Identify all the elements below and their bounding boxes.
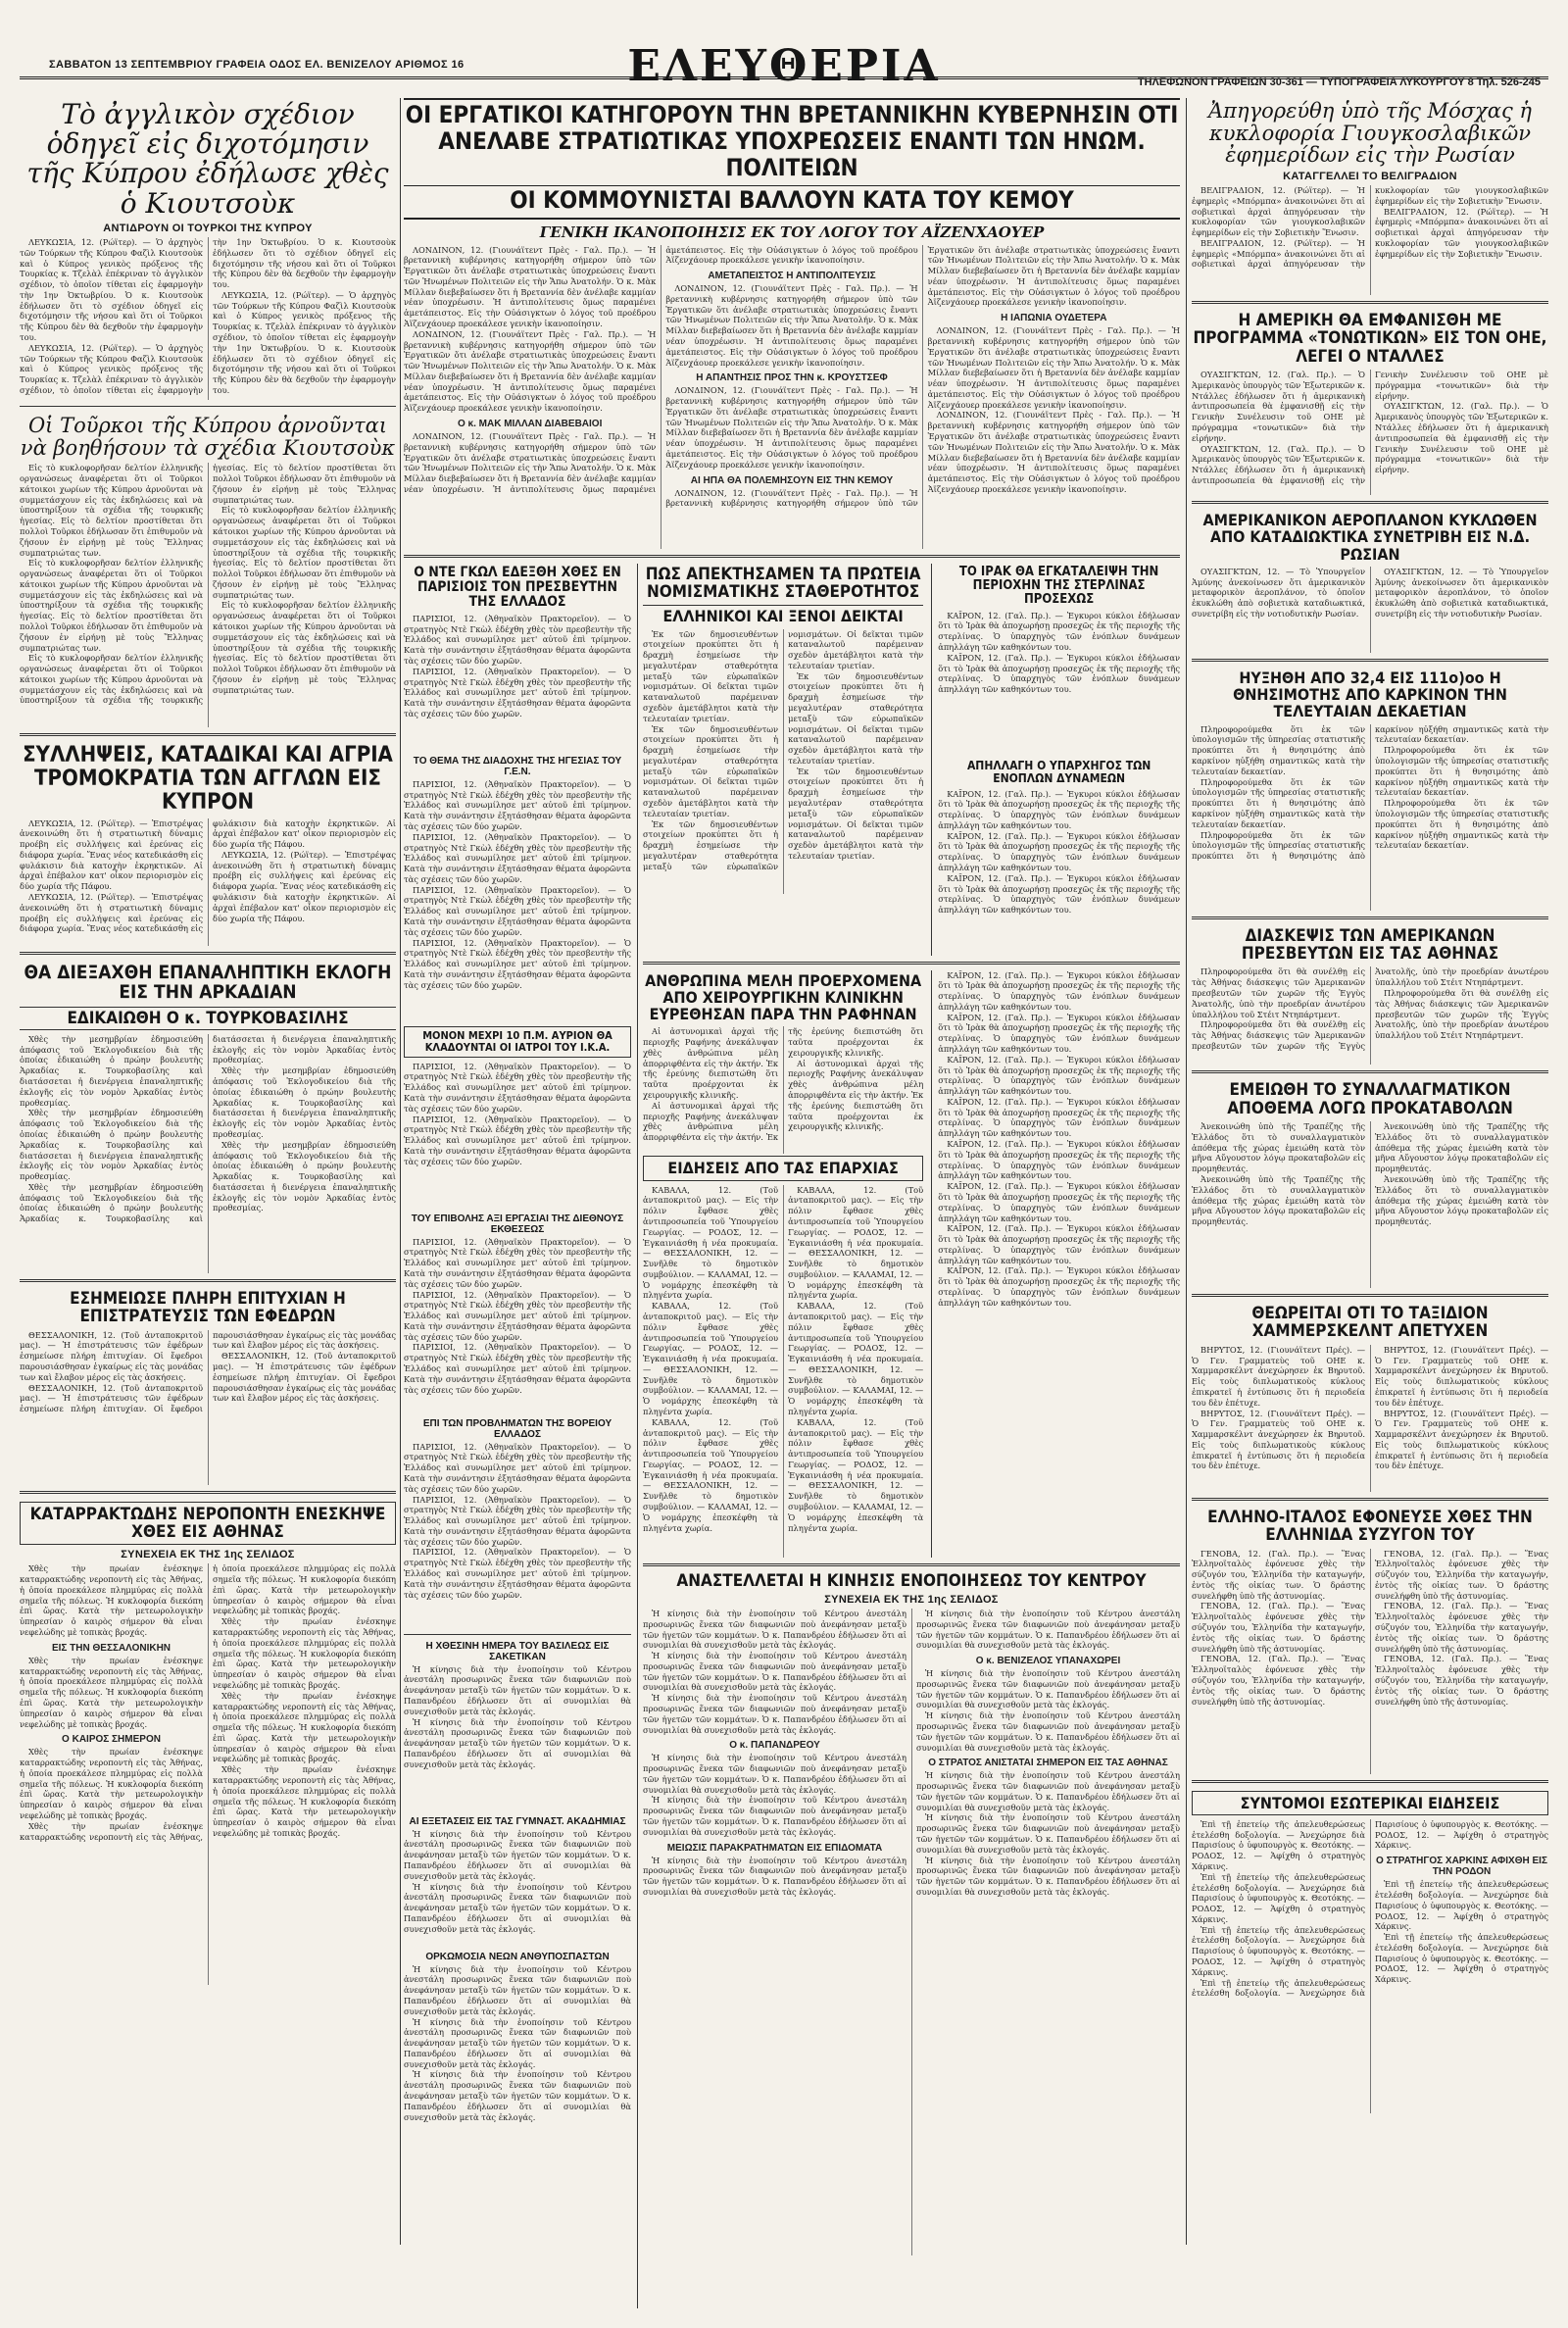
article-body: ΒΗΡΥΤΟΣ, 12. (Γιουνάϊτεντ Πρές). — Ὁ Γεν. Γραμματεὺς τοῦ ΟΗΕ κ. Χαμμαρσκέλντ ἀνεχώρησεν ἐκ Βηρυτοῦ. Εἰς τοὺς διπλωματικοὺς κύκλους ἐπικρατεῖ ἡ ἐντύπωσις ὅτι ἡ περιοδεία του δὲν ἐπέτυχε. ΒΗΡΥΤΟΣ, 12. (Γιουνάϊτεντ Πρές). — Ὁ Γεν. Γραμματεὺς τοῦ ΟΗΕ κ. Χαμμαρσκέλντ ἀνεχώρησεν ἐκ Βηρυτοῦ. Εἰς τοὺς διπλωματικοὺς κύκλους ἐπικρατεῖ ἡ ἐντύπωσις ὅτι ἡ περιοδεία του δὲν ἐπέτυχε. ΒΗΡΥΤΟΣ, 12. (Γιουνάϊτεντ Πρές). — Ὁ Γεν. Γραμματεὺς τοῦ ΟΗΕ κ. Χαμμαρσκέλντ ἀνεχώρησεν ἐκ Βηρυτοῦ. Εἰς τοὺς διπλωματικοὺς κύκλους ἐπικρατεῖ ἡ ἐντύπωσις ὅτι ἡ περιοδεία του δὲν ἐπέτυχε. ΒΗΡΥΤΟΣ, 12. (Γιουνάϊτεντ Πρές). — Ὁ Γεν. Γραμματεὺς τοῦ ΟΗΕ κ. Χαμμαρσκέλντ ἀνεχώρησεν ἐκ Βηρυτοῦ. Εἰς τοὺς διπλωματικοὺς κύκλους ἐπικρατεῖ ἡ ἐντύπωσις ὅτι ἡ περιοδεία του δὲν ἐπέτυχε. — [1192, 1344, 1548, 1471]
article-domestic-briefs — [1192, 1789, 1548, 2113]
masthead-date-address: ΣΑΒΒΑΤΟΝ 13 ΣΕΠΤΕΜΒΡΙΟΥ ΓΡΑΦΕΙΑ ΟΔΟΣ ΕΛ. ΒΕΝΙΖΕΛΟΥ ΑΡΙΘΜΟΣ 16 — [49, 59, 465, 71]
iraq-continued — [931, 970, 1180, 1558]
article-body: ΠΑΡΙΣΙΟΙ, 12. (Ἀθηναϊκὸν Πρακτορεῖον). — Ὁ στρατηγὸς Ντὲ Γκὼλ ἐδέχθη χθὲς τὸν πρεσβευτὴν τῆς Ἑλλάδος καὶ συνωμίλησε μετ' αὐτοῦ ἐπὶ τρίμηνον. Κατὰ τὴν συνάντησιν ἐξητάσθησαν θέματα ἀφορῶντα τὰς σχέσεις τῶν δύο χωρῶν. ΠΑΡΙΣΙΟΙ, 12. (Ἀθηναϊκὸν Πρακτορεῖον). — Ὁ στρατηγὸς Ντὲ Γκὼλ ἐδέχθη χθὲς τὸν πρεσβευτὴν τῆς Ἑλλάδος καὶ συνωμίλησε μετ' αὐτοῦ ἐπὶ τρίμηνον. Κατὰ τὴν συνάντησιν ἐξητάσθησαν θέματα ἀφορῶντα τὰς σχέσεις τῶν δύο χωρῶν. ΠΑΡΙΣΙΟΙ, 12. (Ἀθηναϊκὸν Πρακτορεῖον). — Ὁ στρατηγὸς Ντὲ Γκὼλ ἐδέχθη χθὲς τὸν πρεσβευτὴν τῆς Ἑλλάδος καὶ συνωμίλησε μετ' αὐτοῦ ἐπὶ τρίμηνον. Κατὰ τὴν συνάντησιν ἐξητάσθησαν θέματα ἀφορῶντα τὰς σχέσεις τῶν δύο χωρῶν. — [404, 1236, 631, 1395]
article-body: Πληροφορούμεθα ὅτι θὰ συνέλθῃ εἰς τὰς Ἀθήνας διάσκεψις τῶν Ἀμερικανῶν πρεσβευτῶν τῶν χωρῶν τῆς Ἐγγὺς Ἀνατολῆς, ὑπὸ τὴν προεδρίαν ἀνωτέρου ὑπαλλήλου τοῦ Στέιτ Ντηπάρτμεντ. Πληροφορούμεθα ὅτι θὰ συνέλθῃ εἰς τὰς Ἀθήνας διάσκεψις τῶν Ἀμερικανῶν πρεσβευτῶν τῶν χωρῶν τῆς Ἐγγὺς Ἀνατολῆς, ὑπὸ τὴν προεδρίαν ἀνωτέρου ὑπαλλήλου τοῦ Στέιτ Ντηπάρτμεντ. Πληροφορούμεθα ὅτι θὰ συνέλθῃ εἰς τὰς Ἀθήνας διάσκεψις τῶν Ἀμερικανῶν πρεσβευτῶν τῶν χωρῶν τῆς Ἐγγὺς Ἀνατολῆς, ὑπὸ τὴν προεδρίαν ἀνωτέρου ὑπαλλήλου τοῦ Στέιτ Ντηπάρτμεντ. — [1192, 966, 1548, 1051]
article-body: ΚΑΒΑΛΑ, 12. (Τοῦ ἀνταποκριτοῦ μας). — Εἰς τὴν πόλιν ἔφθασε χθὲς ἀντιπροσωπεία τοῦ Ὑπουργείου Γεωργίας. — ΡΟΔΟΣ, 12. — Ἐγκαινιάσθη ἡ νέα προκυμαία. — ΘΕΣΣΑΛΟΝΙΚΗ, 12. — Συνῆλθε τὸ δημοτικὸν συμβούλιον. — ΚΑΛΑΜΑΙ, 12. — Ὁ νομάρχης ἐπεσκέφθη τὰ πληγέντα χωρία. ΚΑΒΑΛΑ, 12. (Τοῦ ἀνταποκριτοῦ μας). — Εἰς τὴν πόλιν ἔφθασε χθὲς ἀντιπροσωπεία τοῦ Ὑπουργείου Γεωργίας. — ΡΟΔΟΣ, 12. — Ἐγκαινιάσθη ἡ νέα προκυμαία. — ΘΕΣΣΑΛΟΝΙΚΗ, 12. — Συνῆλθε τὸ δημοτικὸν συμβούλιον. — ΚΑΛΑΜΑΙ, 12. — Ὁ νομάρχης ἐπεσκέφθη τὰ πληγέντα χωρία. ΚΑΒΑΛΑ, 12. (Τοῦ ἀνταποκριτοῦ μας). — Εἰς τὴν πόλιν ἔφθασε χθὲς ἀντιπροσωπεία τοῦ Ὑπουργείου Γεωργίας. — ΡΟΔΟΣ, 12. — Ἐγκαινιάσθη ἡ νέα προκυμαία. — ΘΕΣΣΑΛΟΝΙΚΗ, 12. — Συνῆλθε τὸ δημοτικὸν συμβούλιον. — ΚΑΛΑΜΑΙ, 12. — Ὁ νομάρχης ἐπεσκέφθη τὰ πληγέντα χωρία. ΚΑΒΑΛΑ, 12. (Τοῦ ἀνταποκριτοῦ μας). — Εἰς τὴν πόλιν ἔφθασε χθὲς ἀντιπροσωπεία τοῦ Ὑπουργείου Γεωργίας. — ΡΟΔΟΣ, 12. — Ἐγκαινιάσθη ἡ νέα προκυμαία. — ΘΕΣΣΑΛΟΝΙΚΗ, 12. — Συνῆλθε τὸ δημοτικὸν συμβούλιον. — ΚΑΛΑΜΑΙ, 12. — Ὁ νομάρχης ἐπεσκέφθη τὰ πληγέντα χωρία. ΚΑΒΑΛΑ, 12. (Τοῦ ἀνταποκριτοῦ μας). — Εἰς τὴν πόλιν ἔφθασε χθὲς ἀντιπροσωπεία τοῦ Ὑπουργείου Γεωργίας. — ΡΟΔΟΣ, 12. — Ἐγκαινιάσθη ἡ νέα προκυμαία. — ΘΕΣΣΑΛΟΝΙΚΗ, 12. — Συνῆλθε τὸ δημοτικὸν συμβούλιον. — ΚΑΛΑΜΑΙ, 12. — Ὁ νομάρχης ἐπεσκέφθη τὰ πληγέντα χωρία. ΚΑΒΑΛΑ, 12. (Τοῦ ἀνταποκριτοῦ μας). — Εἰς τὴν πόλιν ἔφθασε χθὲς ἀντιπροσωπεία τοῦ Ὑπουργείου Γεωργίας. — ΡΟΔΟΣ, 12. — Ἐγκαινιάσθη ἡ νέα προκυμαία. — ΘΕΣΣΑΛΟΝΙΚΗ, 12. — Συνῆλθε τὸ δημοτικὸν συμβούλιον. — ΚΑΛΑΜΑΙ, 12. — Ὁ νομάρχης ἐπεσκέφθη τὰ πληγέντα χωρία. — [643, 1184, 924, 1533]
article-reservists — [20, 1288, 396, 1485]
headline: Οἱ Τοῦρκοι τῆς Κύπρου ἀρνοῦνται νὰ βοηθήσουν τὰ σχέδια Κιουτσοὺκ — [20, 413, 396, 460]
lead-story-body: ΛΟΝΔΙΝΟΝ, 12. (Γιουνάϊτεντ Πρὲς - Γαλ. Πρ.). — Ἡ βρεταννικὴ κυβέρνησις κατηγορήθη σήμερον ὑπὸ τῶν Ἐργατικῶν ὅτι ἀνέλαβε στρατιωτικὰς ὑποχρεώσεις ἔναντι τῶν Ἡνωμένων Πολιτειῶν εἰς τὴν Ἄπω Ἀνατολήν. Ὁ κ. Μὰκ Μίλλαν διεβεβαίωσεν ὅτι ἡ Βρεταννία δὲν ἀνέλαβε καμμίαν νέαν ὑποχρέωσιν. Ἡ ἀντιπολίτευσις ὅμως παραμένει ἀμετάπειστος. Εἰς τὴν Οὐάσιγκτων ὁ λόγος τοῦ προέδρου Ἀϊζενχάουερ προεκάλεσε γενικὴν ἱκανοποίησιν. ΛΟΝΔΙΝΟΝ, 12. (Γιουνάϊτεντ Πρὲς - Γαλ. Πρ.). — Ἡ βρεταννικὴ κυβέρνησις κατηγορήθη σήμερον ὑπὸ τῶν Ἐργατικῶν ὅτι ἀνέλαβε στρατιωτικὰς ὑποχρεώσεις ἔναντι τῶν Ἡνωμένων Πολιτειῶν εἰς τὴν Ἄπω Ἀνατολήν. Ὁ κ. Μὰκ Μίλλαν διεβεβαίωσεν ὅτι ἡ Βρεταννία δὲν ἀνέλαβε καμμίαν νέαν ὑποχρέωσιν. Ἡ ἀντιπολίτευσις ὅμως παραμένει ἀμετάπειστος. Εἰς τὴν Οὐάσιγκτων ὁ λόγος τοῦ προέδρου Ἀϊζενχάουερ προεκάλεσε γενικὴν ἱκανοποίησιν. Ο κ. ΜΑΚ ΜΙΛΛΑΝ ΔΙΑΒΕΒΑΙΟΙ ΛΟΝΔΙΝΟΝ, 12. (Γιουνάϊτεντ Πρὲς - Γαλ. Πρ.). — Ἡ βρεταννικὴ κυβέρνησις κατηγορήθη σήμερον ὑπὸ τῶν Ἐργατικῶν ὅτι ἀνέλαβε στρατιωτικὰς ὑποχρεώσεις ἔναντι τῶν Ἡνωμένων Πολιτειῶν εἰς τὴν Ἄπω Ἀνατολήν. Ὁ κ. Μὰκ Μίλλαν διεβεβαίωσεν ὅτι ἡ Βρεταννία δὲν ἀνέλαβε καμμίαν νέαν ὑποχρέωσιν. Ἡ ἀντιπολίτευσις ὅμως παραμένει ἀμετάπειστος. Εἰς τὴν Οὐάσιγκτων ὁ λόγος τοῦ προέδρου Ἀϊζενχάουερ προεκάλεσε γενικὴν ἱκανοποίησιν. ΑΜΕΤΑΠΕΙΣΤΟΣ Η ΑΝΤΙΠΟΛΙΤΕΥΣΙΣ ΛΟΝΔΙΝΟΝ, 12. (Γιουνάϊτεντ Πρὲς - Γαλ. Πρ.). — Ἡ βρεταννικὴ κυβέρνησις κατηγορήθη σήμερον ὑπὸ τῶν Ἐργατικῶν ὅτι ἀνέλαβε στρατιωτικὰς ὑποχρεώσεις ἔναντι τῶν Ἡνωμένων Πολιτειῶν εἰς τὴν Ἄπω Ἀνατολήν. Ὁ κ. Μὰκ Μίλλαν διεβεβαίωσεν ὅτι ἡ Βρεταννία δὲν ἀνέλαβε καμμίαν νέαν ὑποχρέωσιν. Ἡ ἀντιπολίτευσις ὅμως παραμένει ἀμετάπειστος. Εἰς τὴν Οὐάσιγκτων ὁ λόγος τοῦ προέδρου Ἀϊζενχάουερ προεκάλεσε γενικὴν ἱκανοποίησιν. Η ΑΠΑΝΤΗΣΙΣ ΠΡΟΣ ΤΗΝ κ. ΚΡΟΥΣΤΣΕΦ ΛΟΝΔΙΝΟΝ, 12. (Γιουνάϊτεντ Πρὲς - Γαλ. Πρ.). — Ἡ βρεταννικὴ κυβέρνησις κατηγορήθη σήμερον ὑπὸ τῶν Ἐργατικῶν ὅτι ἀνέλαβε στρατιωτικὰς ὑποχρεώσεις ἔναντι τῶν Ἡνωμένων Πολιτειῶν εἰς τὴν Ἄπω Ἀνατολήν. Ὁ κ. Μὰκ Μίλλαν διεβεβαίωσεν ὅτι ἡ Βρεταννία δὲν ἀνέλαβε καμμίαν νέαν ὑποχρέωσιν. Ἡ ἀντιπολίτευσις ὅμως παραμένει ἀμετάπειστος. Εἰς τὴν Οὐάσιγκτων ὁ λόγος τοῦ προέδρου Ἀϊζενχάουερ προεκάλεσε γενικὴν ἱκανοποίησιν. ΑΙ ΗΠΑ ΘΑ ΠΟΛΕΜΗΣΟΥΝ ΕΙΣ ΤΗΝ ΚΕΜΟΥ ΛΟΝΔΙΝΟΝ, 12. (Γιουνάϊτεντ Πρὲς - Γαλ. Πρ.). — Ἡ βρεταννικὴ κυβέρνησις κατηγορήθη σήμερον ὑπὸ τῶν Ἐργατικῶν ὅτι ἀνέλαβε στρατιωτικὰς ὑποχρεώσεις ἔναντι τῶν Ἡνωμένων Πολιτειῶν εἰς τὴν Ἄπω Ἀνατολήν. Ὁ κ. Μὰκ Μίλλαν διεβεβαίωσεν ὅτι ἡ Βρεταννία δὲν ἀνέλαβε καμμίαν νέαν ὑποχρέωσιν. Ἡ ἀντιπολίτευσις ὅμως παραμένει ἀμετάπειστος. Εἰς τὴν Οὐάσιγκτων ὁ λόγος τοῦ προέδρου Ἀϊζενχάουερ προεκάλεσε γενικὴν ἱκανοποίησιν. Η ΙΑΠΩΝΙΑ ΟΥΔΕΤΕΡΑ ΛΟΝΔΙΝΟΝ, 12. (Γιουνάϊτεντ Πρὲς - Γαλ. Πρ.). — Ἡ βρεταννικὴ κυβέρνησις κατηγορήθη σήμερον ὑπὸ τῶν Ἐργατικῶν ὅτι ἀνέλαβε στρατιωτικὰς ὑποχρεώσεις ἔναντι τῶν Ἡνωμένων Πολιτειῶν εἰς τὴν Ἄπω Ἀνατολήν. Ὁ κ. Μὰκ Μίλλαν διεβεβαίωσεν ὅτι ἡ Βρεταννία δὲν ἀνέλαβε καμμίαν νέαν ὑποχρέωσιν. Ἡ ἀντιπολίτευσις ὅμως παραμένει ἀμετάπειστος. Εἰς τὴν Οὐάσιγκτων ὁ λόγος τοῦ προέδρου Ἀϊζενχάουερ προεκάλεσε γενικὴν ἱκανοποίησιν. ΛΟΝΔΙΝΟΝ, 12. (Γιουνάϊτεντ Πρὲς - Γαλ. Πρ.). — Ἡ βρεταννικὴ κυβέρνησις κατηγορήθη σήμερον ὑπὸ τῶν Ἐργατικῶν ὅτι ἀνέλαβε στρατιωτικὰς ὑποχρεώσεις ἔναντι τῶν Ἡνωμένων Πολιτειῶν εἰς τὴν Ἄπω Ἀνατολήν. Ὁ κ. Μὰκ Μίλλαν διεβεβαίωσεν ὅτι ἡ Βρεταννία δὲν ἀνέλαβε καμμίαν νέαν ὑποχρέωσιν. Ἡ ἀντιπολίτευσις ὅμως παραμένει ἀμετάπειστος. Εἰς τὴν Οὐάσιγκτων ὁ λόγος τοῦ προέδρου Ἀϊζενχάουερ προεκάλεσε γενικὴν ἱκανοποίησιν. — [404, 244, 1180, 509]
headline: ΔΙΑΣΚΕΨΙΣ ΤΩΝ ΑΜΕΡΙΚΑΝΩΝ ΠΡΕΣΒΕΥΤΩΝ ΕΙΣ ΤΑΣ ΑΘΗΝΑΣ — [1241, 925, 1499, 965]
headline: ΚΑΤΑΡΡΑΚΤΩΔΗΣ ΝΕΡΟΠΟΝΤΗ ΕΝΕΣΚΗΨΕ ΧΘΕΣ ΕΙΣ ΑΘΗΝΑΣ — [20, 1502, 396, 1546]
right-column — [1192, 98, 1548, 2245]
article-body: ΟΥΑΣΙΓΚΤΩΝ, 12. (Γαλ. Πρ.). — Ὁ Ἀμερικανὸς ὑπουργὸς τῶν Ἐξωτερικῶν κ. Ντάλλες ἐδήλωσεν ὅτι ἡ ἀμερικανικὴ ἀντιπροσωπεία θὰ ἐμφανισθῇ εἰς τὴν Γενικὴν Συνέλευσιν τοῦ ΟΗΕ μὲ πρόγραμμα «τονωτικῶν» διὰ τὴν εἰρήνην. ΟΥΑΣΙΓΚΤΩΝ, 12. (Γαλ. Πρ.). — Ὁ Ἀμερικανὸς ὑπουργὸς τῶν Ἐξωτερικῶν κ. Ντάλλες ἐδήλωσεν ὅτι ἡ ἀμερικανικὴ ἀντιπροσωπεία θὰ ἐμφανισθῇ εἰς τὴν Γενικὴν Συνέλευσιν τοῦ ΟΗΕ μὲ πρόγραμμα «τονωτικῶν» διὰ τὴν εἰρήνην. ΟΥΑΣΙΓΚΤΩΝ, 12. (Γαλ. Πρ.). — Ὁ Ἀμερικανὸς ὑπουργὸς τῶν Ἐξωτερικῶν κ. Ντάλλες ἐδήλωσεν ὅτι ἡ ἀμερικανικὴ ἀντιπροσωπεία θὰ ἐμφανισθῇ εἰς τὴν Γενικὴν Συνέλευσιν τοῦ ΟΗΕ μὲ πρόγραμμα «τονωτικῶν» διὰ τὴν εἰρήνην. — [1192, 370, 1548, 485]
headline: ΘΑ ΔΙΕΞΑΧΘΗ ΕΠΑΝΑΛΗΠΤΙΚΗ ΕΚΛΟΓΗ ΕΙΣ ΤΗΝ ΑΡΚΑΔΙΑΝ — [24, 961, 392, 1004]
lead-subhead: ΑΙ ΗΠΑ ΘΑ ΠΟΛΕΜΗΣΟΥΝ ΕΙΣ ΤΗΝ ΚΕΜΟΥ — [690, 474, 894, 486]
subhead-king: Η ΧΘΕΣΙΝΗ ΗΜΕΡΑ ΤΟΥ ΒΑΣΙΛΕΩΣ ΕΙΣ ΣΑΚΕΤΙΚΑΝ — [425, 1640, 610, 1662]
article-cyprus-plan — [20, 98, 396, 400]
headline: ΣΥΛΛΗΨΕΙΣ, ΚΑΤΑΔΙΚΑΙ ΚΑΙ ΑΓΡΙΑ ΤΡΟΜΟΚΡΑΤΙΑ ΤΩΝ ΑΓΓΛΩΝ ΕΙΣ ΚΥΠΡΟΝ — [23, 743, 393, 815]
article-cancer — [1192, 668, 1548, 911]
article-body: Ἡ κίνησις διὰ τὴν ἑνοποίησιν τοῦ Κέντρου ἀνεστάλη προσωρινῶς ἕνεκα τῶν διαφωνιῶν ποὺ ἀνεφάνησαν μεταξὺ τῶν ἡγετῶν τῶν κομμάτων. Ὁ κ. Παπανδρέου ἐδήλωσεν ὅτι αἱ συνομιλίαι θὰ συνεχισθοῦν μετὰ τὰς ἐκλογάς. Ἡ κίνησις διὰ τὴν ἑνοποίησιν τοῦ Κέντρου ἀνεστάλη προσωρινῶς ἕνεκα τῶν διαφωνιῶν ποὺ ἀνεφάνησαν μεταξὺ τῶν ἡγετῶν τῶν κομμάτων. Ὁ κ. Παπανδρέου ἐδήλωσεν ὅτι αἱ συνομιλίαι θὰ συνεχισθοῦν μετὰ τὰς ἐκλογάς. Ἡ κίνησις διὰ τὴν ἑνοποίησιν τοῦ Κέντρου ἀνεστάλη προσωρινῶς ἕνεκα τῶν διαφωνιῶν ποὺ ἀνεφάνησαν μεταξὺ τῶν ἡγετῶν τῶν κομμάτων. Ὁ κ. Παπανδρέου ἐδήλωσεν ὅτι αἱ συνομιλίαι θὰ συνεχισθοῦν μετὰ τὰς ἐκλογάς. — [404, 1963, 631, 2122]
headline: Τὸ ἀγγλικὸν σχέδιον ὁδηγεῖ εἰς διχοτόμησιν τῆς Κύπρου ἐδήλωσε χθὲς ὁ Κιουτσοὺκ — [26, 98, 389, 220]
lead-subhead: Η ΑΠΑΝΤΗΣΙΣ ΠΡΟΣ ΤΗΝ κ. ΚΡΟΥΣΤΣΕΦ — [696, 372, 888, 384]
continued-label: ΣΥΝΕΧΕΙΑ ΕΚ ΤΗΣ 1ης ΣΕΛΙΔΟΣ — [121, 1549, 295, 1561]
lead-banner-second: ΟΙ ΚΟΜΜΟΥΝΙΣΤΑΙ ΒΑΛΛΟΥΝ ΚΑΤΑ ΤΟΥ ΚΕΜΟΥ — [404, 185, 1180, 214]
article-body: Ἡ κίνησις διὰ τὴν ἑνοποίησιν τοῦ Κέντρου ἀνεστάλη προσωρινῶς ἕνεκα τῶν διαφωνιῶν ποὺ ἀνεφάνησαν μεταξὺ τῶν ἡγετῶν τῶν κομμάτων. Ὁ κ. Παπανδρέου ἐδήλωσεν ὅτι αἱ συνομιλίαι θὰ συνεχισθοῦν μετὰ τὰς ἐκλογάς. Ἡ κίνησις διὰ τὴν ἑνοποίησιν τοῦ Κέντρου ἀνεστάλη προσωρινῶς ἕνεκα τῶν διαφωνιῶν ποὺ ἀνεφάνησαν μεταξὺ τῶν ἡγετῶν τῶν κομμάτων. Ὁ κ. Παπανδρέου ἐδήλωσεν ὅτι αἱ συνομιλίαι θὰ συνεχισθοῦν μετὰ τὰς ἐκλογάς. Ἡ κίνησις διὰ τὴν ἑνοποίησιν τοῦ Κέντρου ἀνεστάλη προσωρινῶς ἕνεκα τῶν διαφωνιῶν ποὺ ἀνεφάνησαν μεταξὺ τῶν ἡγετῶν τῶν κομμάτων. Ὁ κ. Παπανδρέου ἐδήλωσεν ὅτι αἱ συνομιλίαι θὰ συνεχισθοῦν μετὰ τὰς ἐκλογάς. Ο κ. ΠΑΠΑΝΔΡΕΟΥ Ἡ κίνησις διὰ τὴν ἑνοποίησιν τοῦ Κέντρου ἀνεστάλη προσωρινῶς ἕνεκα τῶν διαφωνιῶν ποὺ ἀνεφάνησαν μεταξὺ τῶν ἡγετῶν τῶν κομμάτων. Ὁ κ. Παπανδρέου ἐδήλωσεν ὅτι αἱ συνομιλίαι θὰ συνεχισθοῦν μετὰ τὰς ἐκλογάς. Ἡ κίνησις διὰ τὴν ἑνοποίησιν τοῦ Κέντρου ἀνεστάλη προσωρινῶς ἕνεκα τῶν διαφωνιῶν ποὺ ἀνεφάνησαν μεταξὺ τῶν ἡγετῶν τῶν κομμάτων. Ὁ κ. Παπανδρέου ἐδήλωσεν ὅτι αἱ συνομιλίαι θὰ συνεχισθοῦν μετὰ τὰς ἐκλογάς. ΜΕΙΩΣΙΣ ΠΑΡΑΚΡΑΤΗΜΑΤΩΝ ΕΙΣ ΕΠΙΔΟΜΑΤΑ Ἡ κίνησις διὰ τὴν ἑνοποίησιν τοῦ Κέντρου ἀνεστάλη προσωρινῶς ἕνεκα τῶν διαφωνιῶν ποὺ ἀνεφάνησαν μεταξὺ τῶν ἡγετῶν τῶν κομμάτων. Ὁ κ. Παπανδρέου ἐδήλωσεν ὅτι αἱ συνομιλίαι θὰ συνεχισθοῦν μετὰ τὰς ἐκλογάς. Ἡ κίνησις διὰ τὴν ἑνοποίησιν τοῦ Κέντρου ἀνεστάλη προσωρινῶς ἕνεκα τῶν διαφωνιῶν ποὺ ἀνεφάνησαν μεταξὺ τῶν ἡγετῶν τῶν κομμάτων. Ὁ κ. Παπανδρέου ἐδήλωσεν ὅτι αἱ συνομιλίαι θὰ συνεχισθοῦν μετὰ τὰς ἐκλογάς. Ο κ. ΒΕΝΙΖΕΛΟΣ ΥΠΑΝΑΧΩΡΕΙ Ἡ κίνησις διὰ τὴν ἑνοποίησιν τοῦ Κέντρου ἀνεστάλη προσωρινῶς ἕνεκα τῶν διαφωνιῶν ποὺ ἀνεφάνησαν μεταξὺ τῶν ἡγετῶν τῶν κομμάτων. Ὁ κ. Παπανδρέου ἐδήλωσεν ὅτι αἱ συνομιλίαι θὰ συνεχισθοῦν μετὰ τὰς ἐκλογάς. Ἡ κίνησις διὰ τὴν ἑνοποίησιν τοῦ Κέντρου ἀνεστάλη προσωρινῶς ἕνεκα τῶν διαφωνιῶν ποὺ ἀνεφάνησαν μεταξὺ τῶν ἡγετῶν τῶν κομμάτων. Ὁ κ. Παπανδρέου ἐδήλωσεν ὅτι αἱ συνομιλίαι θὰ συνεχισθοῦν μετὰ τὰς ἐκλογάς. Ο ΣΤΡΑΤΟΣ ΑΝΙΣΤΑΤΑΙ ΣΗΜΕΡΟΝ ΕΙΣ ΤΑΣ ΑΘΗΝΑΣ Ἡ κίνησις διὰ τὴν ἑνοποίησιν τοῦ Κέντρου ἀνεστάλη προσωρινῶς ἕνεκα τῶν διαφωνιῶν ποὺ ἀνεφάνησαν μεταξὺ τῶν ἡγετῶν τῶν κομμάτων. Ὁ κ. Παπανδρέου ἐδήλωσεν ὅτι αἱ συνομιλίαι θὰ συνεχισθοῦν μετὰ τὰς ἐκλογάς. Ἡ κίνησις διὰ τὴν ἑνοποίησιν τοῦ Κέντρου ἀνεστάλη προσωρινῶς ἕνεκα τῶν διαφωνιῶν ποὺ ἀνεφάνησαν μεταξὺ τῶν ἡγετῶν τῶν κομμάτων. Ὁ κ. Παπανδρέου ἐδήλωσεν ὅτι αἱ συνομιλίαι θὰ συνεχισθοῦν μετὰ τὰς ἐκλογάς. Ἡ κίνησις διὰ τὴν ἑνοποίησιν τοῦ Κέντρου ἀνεστάλη προσωρινῶς ἕνεκα τῶν διαφωνιῶν ποὺ ἀνεφάνησαν μεταξὺ τῶν ἡγετῶν τῶν κομμάτων. Ὁ κ. Παπανδρέου ἐδήλωσεν ὅτι αἱ συνομιλίαι θὰ συνεχισθοῦν μετὰ τὰς ἐκλογάς. — [643, 1608, 1180, 1897]
article-body: ΚΑΪΡΟΝ, 12. (Γαλ. Πρ.). — Ἐγκυροι κύκλοι ἐδήλωσαν ὅτι τὸ Ἰρὰκ θὰ ἀποχωρήσῃ προσεχῶς ἐκ τῆς περιοχῆς τῆς στερλίνας. Ὁ ὑπαρχηγὸς τῶν ἐνόπλων δυνάμεων ἀπηλλάγη τῶν καθηκόντων του. ΚΑΪΡΟΝ, 12. (Γαλ. Πρ.). — Ἐγκυροι κύκλοι ἐδήλωσαν ὅτι τὸ Ἰρὰκ θὰ ἀποχωρήσῃ προσεχῶς ἐκ τῆς περιοχῆς τῆς στερλίνας. Ὁ ὑπαρχηγὸς τῶν ἐνόπλων δυνάμεων ἀπηλλάγη τῶν καθηκόντων του. — [938, 610, 1180, 695]
article-body: Ἡ κίνησις διὰ τὴν ἑνοποίησιν τοῦ Κέντρου ἀνεστάλη προσωρινῶς ἕνεκα τῶν διαφωνιῶν ποὺ ἀνεφάνησαν μεταξὺ τῶν ἡγετῶν τῶν κομμάτων. Ὁ κ. Παπανδρέου ἐδήλωσεν ὅτι αἱ συνομιλίαι θὰ συνεχισθοῦν μετὰ τὰς ἐκλογάς. Ἡ κίνησις διὰ τὴν ἑνοποίησιν τοῦ Κέντρου ἀνεστάλη προσωρινῶς ἕνεκα τῶν διαφωνιῶν ποὺ ἀνεφάνησαν μεταξὺ τῶν ἡγετῶν τῶν κομμάτων. Ὁ κ. Παπανδρέου ἐδήλωσεν ὅτι αἱ συνομιλίαι θὰ συνεχισθοῦν μετὰ τὰς ἐκλογάς. — [404, 1828, 631, 1934]
lead-subhead: Η ΙΑΠΩΝΙΑ ΟΥΔΕΤΕΡΑ — [1001, 313, 1107, 324]
article-body: Εἰς τὸ κυκλοφορῆσαν δελτίον ἐλληνικῆς οργανώσεως ἀναφέρεται ὅτι οἱ Τοῦρκοι κάτοικοι χωρίων τῆς Κύπρου ἀρνοῦνται νὰ συμμετάσχουν εἰς τὰς ἐκδηλώσεις καὶ νὰ ὑποστηρίξουν τὰ σχέδια τῆς τουρκικῆς ἡγεσίας. Εἰς τὸ δελτίον προστίθεται ὅτι πολλοὶ Τοῦρκοι ἐδήλωσαν ὅτι ἐπιθυμοῦν νὰ ζήσουν ἐν εἰρήνῃ μὲ τοὺς Ἕλληνας συμπατριώτας των. Εἰς τὸ κυκλοφορῆσαν δελτίον ἐλληνικῆς οργανώσεως ἀναφέρεται ὅτι οἱ Τοῦρκοι κάτοικοι χωρίων τῆς Κύπρου ἀρνοῦνται νὰ συμμετάσχουν εἰς τὰς ἐκδηλώσεις καὶ νὰ ὑποστηρίξουν τὰ σχέδια τῆς τουρκικῆς ἡγεσίας. Εἰς τὸ δελτίον προστίθεται ὅτι πολλοὶ Τοῦρκοι ἐδήλωσαν ὅτι ἐπιθυμοῦν νὰ ζήσουν ἐν εἰρήνῃ μὲ τοὺς Ἕλληνας συμπατριώτας των. Εἰς τὸ κυκλοφορῆσαν δελτίον ἐλληνικῆς οργανώσεως ἀναφέρεται ὅτι οἱ Τοῦρκοι κάτοικοι χωρίων τῆς Κύπρου ἀρνοῦνται νὰ συμμετάσχουν εἰς τὰς ἐκδηλώσεις καὶ νὰ ὑποστηρίξουν τὰ σχέδια τῆς τουρκικῆς ἡγεσίας. Εἰς τὸ δελτίον προστίθεται ὅτι πολλοὶ Τοῦρκοι ἐδήλωσαν ὅτι ἐπιθυμοῦν νὰ ζήσουν ἐν εἰρήνῃ μὲ τοὺς Ἕλληνας συμπατριώτας των. Εἰς τὸ κυκλοφορῆσαν δελτίον ἐλληνικῆς οργανώσεως ἀναφέρεται ὅτι οἱ Τοῦρκοι κάτοικοι χωρίων τῆς Κύπρου ἀρνοῦνται νὰ συμμετάσχουν εἰς τὰς ἐκδηλώσεις καὶ νὰ ὑποστηρίξουν τὰ σχέδια τῆς τουρκικῆς ἡγεσίας. Εἰς τὸ δελτίον προστίθεται ὅτι πολλοὶ Τοῦρκοι ἐδήλωσαν ὅτι ἐπιθυμοῦν νὰ ζήσουν ἐν εἰρήνῃ μὲ τοὺς Ἕλληνας συμπατριώτας των. Εἰς τὸ κυκλοφορῆσαν δελτίον ἐλληνικῆς οργανώσεως ἀναφέρεται ὅτι οἱ Τοῦρκοι κάτοικοι χωρίων τῆς Κύπρου ἀρνοῦνται νὰ συμμετάσχουν εἰς τὰς ἐκδηλώσεις καὶ νὰ ὑποστηρίξουν τὰ σχέδια τῆς τουρκικῆς ἡγεσίας. Εἰς τὸ δελτίον προστίθεται ὅτι πολλοὶ Τοῦρκοι ἐδήλωσαν ὅτι ἐπιθυμοῦν νὰ ζήσουν ἐν εἰρήνῃ μὲ τοὺς Ἕλληνας συμπατριώτας των. — [20, 463, 396, 706]
article-body: ΚΑΪΡΟΝ, 12. (Γαλ. Πρ.). — Ἐγκυροι κύκλοι ἐδήλωσαν ὅτι τὸ Ἰρὰκ θὰ ἀποχωρήσῃ προσεχῶς ἐκ τῆς περιοχῆς τῆς στερλίνας. Ὁ ὑπαρχηγὸς τῶν ἐνόπλων δυνάμεων ἀπηλλάγη τῶν καθηκόντων του. ΚΑΪΡΟΝ, 12. (Γαλ. Πρ.). — Ἐγκυροι κύκλοι ἐδήλωσαν ὅτι τὸ Ἰρὰκ θὰ ἀποχωρήσῃ προσεχῶς ἐκ τῆς περιοχῆς τῆς στερλίνας. Ὁ ὑπαρχηγὸς τῶν ἐνόπλων δυνάμεων ἀπηλλάγη τῶν καθηκόντων του. ΚΑΪΡΟΝ, 12. (Γαλ. Πρ.). — Ἐγκυροι κύκλοι ἐδήλωσαν ὅτι τὸ Ἰρὰκ θὰ ἀποχωρήσῃ προσεχῶς ἐκ τῆς περιοχῆς τῆς στερλίνας. Ὁ ὑπαρχηγὸς τῶν ἐνόπλων δυνάμεων ἀπηλλάγη τῶν καθηκόντων του. — [938, 788, 1180, 916]
article-body: ΟΥΑΣΙΓΚΤΩΝ, 12. — Τὸ Ὑπουργεῖον Ἀμύνης ἀνεκοίνωσεν ὅτι ἀμερικανικὸν μεταφορικὸν ἀεροπλάνον, τὸ ὁποῖον ἐκυκλώθη ἀπὸ σοβιετικὰ καταδιωκτικά, συνετρίβη εἰς τὴν νοτιοδυτικὴν Ρωσίαν. ΟΥΑΣΙΓΚΤΩΝ, 12. — Τὸ Ὑπουργεῖον Ἀμύνης ἀνεκοίνωσεν ὅτι ἀμερικανικὸν μεταφορικὸν ἀεροπλάνον, τὸ ὁποῖον ἐκυκλώθη ἀπὸ σοβιετικὰ καταδιωκτικά, συνετρίβη εἰς τὴν νοτιοδυτικὴν Ρωσίαν. — [1192, 566, 1548, 619]
headline: Ἀπηγορεύθη ὑπὸ τῆς Μόσχας ἡ κυκλοφορία Γιουγκοσλαβικῶν ἐφημερίδων εἰς τὴν Ρωσίαν — [1208, 99, 1532, 168]
article-body: Χθὲς τὴν πρωίαν ἐνέσκηψε καταρρακτώδης νεροποντὴ εἰς τὰς Ἀθήνας, ἡ ὁποία προεκάλεσε πλημμύρας εἰς πολλὰ σημεῖα τῆς πόλεως. Ἡ κυκλοφορία διεκόπη ἐπὶ ὥρας. Κατὰ τὴν μετεωρολογικὴν ὑπηρεσίαν ὁ καιρὸς σήμερον θὰ εἶναι νεφελώδης μὲ τοπικὰς βροχάς. ΕΙΣ ΤΗΝ ΘΕΣΣΑΛΟΝΙΚΗΝ Χθὲς τὴν πρωίαν ἐνέσκηψε καταρρακτώδης νεροποντὴ εἰς τὰς Ἀθήνας, ἡ ὁποία προεκάλεσε πλημμύρας εἰς πολλὰ σημεῖα τῆς πόλεως. Ἡ κυκλοφορία διεκόπη ἐπὶ ὥρας. Κατὰ τὴν μετεωρολογικὴν ὑπηρεσίαν ὁ καιρὸς σήμερον θὰ εἶναι νεφελώδης μὲ τοπικὰς βροχάς. Ο ΚΑΙΡΟΣ ΣΗΜΕΡΟΝ Χθὲς τὴν πρωίαν ἐνέσκηψε καταρρακτώδης νεροποντὴ εἰς τὰς Ἀθήνας, ἡ ὁποία προεκάλεσε πλημμύρας εἰς πολλὰ σημεῖα τῆς πόλεως. Ἡ κυκλοφορία διεκόπη ἐπὶ ὥρας. Κατὰ τὴν μετεωρολογικὴν ὑπηρεσίαν ὁ καιρὸς σήμερον θὰ εἶναι νεφελώδης μὲ τοπικὰς βροχάς. Χθὲς τὴν πρωίαν ἐνέσκηψε καταρρακτώδης νεροποντὴ εἰς τὰς Ἀθήνας, ἡ ὁποία προεκάλεσε πλημμύρας εἰς πολλὰ σημεῖα τῆς πόλεως. Ἡ κυκλοφορία διεκόπη ἐπὶ ὥρας. Κατὰ τὴν μετεωρολογικὴν ὑπηρεσίαν ὁ καιρὸς σήμερον θὰ εἶναι νεφελώδης μὲ τοπικὰς βροχάς. Χθὲς τὴν πρωίαν ἐνέσκηψε καταρρακτώδης νεροποντὴ εἰς τὰς Ἀθήνας, ἡ ὁποία προεκάλεσε πλημμύρας εἰς πολλὰ σημεῖα τῆς πόλεως. Ἡ κυκλοφορία διεκόπη ἐπὶ ὥρας. Κατὰ τὴν μετεωρολογικὴν ὑπηρεσίαν ὁ καιρὸς σήμερον θὰ εἶναι νεφελώδης μὲ τοπικὰς βροχάς. Χθὲς τὴν πρωίαν ἐνέσκηψε καταρρακτώδης νεροποντὴ εἰς τὰς Ἀθήνας, ἡ ὁποία προεκάλεσε πλημμύρας εἰς πολλὰ σημεῖα τῆς πόλεως. Ἡ κυκλοφορία διεκόπη ἐπὶ ὥρας. Κατὰ τὴν μετεωρολογικὴν ὑπηρεσίαν ὁ καιρὸς σήμερον θὰ εἶναι νεφελώδης μὲ τοπικὰς βροχάς. Χθὲς τὴν πρωίαν ἐνέσκηψε καταρρακτώδης νεροποντὴ εἰς τὰς Ἀθήνας, ἡ ὁποία προεκάλεσε πλημμύρας εἰς πολλὰ σημεῖα τῆς πόλεως. Ἡ κυκλοφορία διεκόπη ἐπὶ ὥρας. Κατὰ τὴν μετεωρολογικὴν ὑπηρεσίαν ὁ καιρὸς σήμερον θὰ εἶναι νεφελώδης μὲ τοπικὰς βροχάς. — [20, 1563, 396, 1842]
headline: ΕΛΛΗΝΟ-ΙΤΑΛΟΣ ΕΦΟΝΕΥΣΕ ΧΘΕΣ ΤΗΝ ΕΛΛΗΝΙΔΑ ΣΥΖΥΓΟΝ ΤΟΥ — [1207, 1507, 1533, 1546]
center-section — [404, 98, 1180, 2328]
center-columns-2-3 — [643, 564, 1180, 2308]
headline: Η ΑΜΕΡΙΚΗ ΘΑ ΕΜΦΑΝΙΣΘΗ ΜΕ ΠΡΟΓΡΑΜΜΑ «ΤΟΝΩΤΙΚΩΝ» ΕΙΣ ΤΟΝ ΟΗΕ, ΛΕΓΕΙ Ο ΝΤΑΛΛΕΣ — [1193, 311, 1547, 367]
article-reserves — [1192, 1079, 1548, 1288]
article-body: Ἀνεκοινώθη ὑπὸ τῆς Τραπέζης τῆς Ἑλλάδος ὅτι τὸ συναλλαγματικὸν ἀπόθεμα τῆς χώρας ἐμειώθη κατὰ τὸν μῆνα Αὔγουστον λόγῳ προκαταβολῶν εἰς προμηθευτάς. Ἀνεκοινώθη ὑπὸ τῆς Τραπέζης τῆς Ἑλλάδος ὅτι τὸ συναλλαγματικὸν ἀπόθεμα τῆς χώρας ἐμειώθη κατὰ τὸν μῆνα Αὔγουστον λόγῳ προκαταβολῶν εἰς προμηθευτάς. Ἀνεκοινώθη ὑπὸ τῆς Τραπέζης τῆς Ἑλλάδος ὅτι τὸ συναλλαγματικὸν ἀπόθεμα τῆς χώρας ἐμειώθη κατὰ τὸν μῆνα Αὔγουστον λόγῳ προκαταβολῶν εἰς προμηθευτάς. Ἀνεκοινώθη ὑπὸ τῆς Τραπέζης τῆς Ἑλλάδος ὅτι τὸ συναλλαγματικὸν ἀπόθεμα τῆς χώρας ἐμειώθη κατὰ τὸν μῆνα Αὔγουστον λόγῳ προκαταβολῶν εἰς προμηθευτάς. — [1192, 1121, 1548, 1227]
article-body: ΠΑΡΙΣΙΟΙ, 12. (Ἀθηναϊκὸν Πρακτορεῖον). — Ὁ στρατηγὸς Ντὲ Γκὼλ ἐδέχθη χθὲς τὸν πρεσβευτὴν τῆς Ἑλλάδος καὶ συνωμίλησε μετ' αὐτοῦ ἐπὶ τρίμηνον. Κατὰ τὴν συνάντησιν ἐξητάσθησαν θέματα ἀφορῶντα τὰς σχέσεις τῶν δύο χωρῶν. ΠΑΡΙΣΙΟΙ, 12. (Ἀθηναϊκὸν Πρακτορεῖον). — Ὁ στρατηγὸς Ντὲ Γκὼλ ἐδέχθη χθὲς τὸν πρεσβευτὴν τῆς Ἑλλάδος καὶ συνωμίλησε μετ' αὐτοῦ ἐπὶ τρίμηνον. Κατὰ τὴν συνάντησιν ἐξητάσθησαν θέματα ἀφορῶντα τὰς σχέσεις τῶν δύο χωρῶν. — [404, 1061, 631, 1166]
subhead-gym-academy: ΑΙ ΕΞΕΤΑΣΕΙΣ ΕΙΣ ΤΑΣ ΓΥΜΝΑΣΤ. ΑΚΑΔΗΜΙΑΣ — [409, 1815, 626, 1827]
subhead: Ο κ. ΒΕΝΙΖΕΛΟΣ ΥΠΑΝΑΧΩΡΕΙ — [975, 1656, 1121, 1667]
subhead: Ο κ. ΠΑΠΑΝΔΡΕΟΥ — [729, 1740, 820, 1752]
newspaper-page — [20, 14, 1548, 2249]
article-body: ΠΑΡΙΣΙΟΙ, 12. (Ἀθηναϊκὸν Πρακτορεῖον). — Ὁ στρατηγὸς Ντὲ Γκὼλ ἐδέχθη χθὲς τὸν πρεσβευτὴν τῆς Ἑλλάδος καὶ συνωμίλησε μετ' αὐτοῦ ἐπὶ τρίμηνον. Κατὰ τὴν συνάντησιν ἐξητάσθησαν θέματα ἀφορῶντα τὰς σχέσεις τῶν δύο χωρῶν. ΠΑΡΙΣΙΟΙ, 12. (Ἀθηναϊκὸν Πρακτορεῖον). — Ὁ στρατηγὸς Ντὲ Γκὼλ ἐδέχθη χθὲς τὸν πρεσβευτὴν τῆς Ἑλλάδος καὶ συνωμίλησε μετ' αὐτοῦ ἐπὶ τρίμηνον. Κατὰ τὴν συνάντησιν ἐξητάσθησαν θέματα ἀφορῶντα τὰς σχέσεις τῶν δύο χωρῶν. ΠΑΡΙΣΙΟΙ, 12. (Ἀθηναϊκὸν Πρακτορεῖον). — Ὁ στρατηγὸς Ντὲ Γκὼλ ἐδέχθη χθὲς τὸν πρεσβευτὴν τῆς Ἑλλάδος καὶ συνωμίλησε μετ' αὐτοῦ ἐπὶ τρίμηνον. Κατὰ τὴν συνάντησιν ἐξητάσθησαν θέματα ἀφορῶντα τὰς σχέσεις τῶν δύο χωρῶν. ΠΑΡΙΣΙΟΙ, 12. (Ἀθηναϊκὸν Πρακτορεῖον). — Ὁ στρατηγὸς Ντὲ Γκὼλ ἐδέχθη χθὲς τὸν πρεσβευτὴν τῆς Ἑλλάδος καὶ συνωμίλησε μετ' αὐτοῦ ἐπὶ τρίμηνον. Κατὰ τὴν συνάντησιν ἐξητάσθησαν θέματα ἀφορῶντα τὰς σχέσεις τῶν δύο χωρῶν. — [404, 778, 631, 990]
article-body: Πληροφορούμεθα ὅτι ἐκ τῶν ὑπολογισμῶν τῆς ὑπηρεσίας στατιστικῆς προκύπτει ὅτι ἡ θνησιμότης ἀπὸ καρκίνον ηὐξήθη σημαντικῶς κατὰ τὴν τελευταίαν δεκαετίαν. Πληροφορούμεθα ὅτι ἐκ τῶν ὑπολογισμῶν τῆς ὑπηρεσίας στατιστικῆς προκύπτει ὅτι ἡ θνησιμότης ἀπὸ καρκίνον ηὐξήθη σημαντικῶς κατὰ τὴν τελευταίαν δεκαετίαν. Πληροφορούμεθα ὅτι ἐκ τῶν ὑπολογισμῶν τῆς ὑπηρεσίας στατιστικῆς προκύπτει ὅτι ἡ θνησιμότης ἀπὸ καρκίνον ηὐξήθη σημαντικῶς κατὰ τὴν τελευταίαν δεκαετίαν. Πληροφορούμεθα ὅτι ἐκ τῶν ὑπολογισμῶν τῆς ὑπηρεσίας στατιστικῆς προκύπτει ὅτι ἡ θνησιμότης ἀπὸ καρκίνον ηὐξήθη σημαντικῶς κατὰ τὴν τελευταίαν δεκαετίαν. Πληροφορούμεθα ὅτι ἐκ τῶν ὑπολογισμῶν τῆς ὑπηρεσίας στατιστικῆς προκύπτει ὅτι ἡ θνησιμότης ἀπὸ καρκίνον ηὐξήθη σημαντικῶς κατὰ τὴν τελευταίαν δεκαετίαν. — [1192, 723, 1548, 862]
article-body: Αἱ ἀστυνομικαὶ ἀρχαὶ τῆς περιοχῆς Ραφήνης ἀνεκάλυψαν χθὲς ἀνθρώπινα μέλη ἀπορριφθέντα εἰς τὴν ἀκτήν. Ἐκ τῆς ἐρεύνης διεπιστώθη ὅτι ταῦτα προέρχονται ἐκ χειρουργικῆς κλινικῆς. Αἱ ἀστυνομικαὶ ἀρχαὶ τῆς περιοχῆς Ραφήνης ἀνεκάλυψαν χθὲς ἀνθρώπινα μέλη ἀπορριφθέντα εἰς τὴν ἀκτήν. Ἐκ τῆς ἐρεύνης διεπιστώθη ὅτι ταῦτα προέρχονται ἐκ χειρουργικῆς κλινικῆς. Αἱ ἀστυνομικαὶ ἀρχαὶ τῆς περιοχῆς Ραφήνης ἀνεκάλυψαν χθὲς ἀνθρώπινα μέλη ἀπορριφθέντα εἰς τὴν ἀκτήν. Ἐκ τῆς ἐρεύνης διεπιστώθη ὅτι ταῦτα προέρχονται ἐκ χειρουργικῆς κλινικῆς. — [643, 1026, 924, 1143]
article-hammarskjold — [1192, 1303, 1548, 1492]
subsection-thessaloniki: ΕΙΣ ΤΗΝ ΘΕΣΣΑΛΟΝΙΚΗΝ — [51, 1642, 172, 1654]
subsection-weather: Ο ΚΑΙΡΟΣ ΣΗΜΕΡΟΝ — [62, 1734, 161, 1746]
newspaper-title: ΕΛΕΥΘΕΡΙΑ — [627, 41, 941, 91]
article-body: ΛΕΥΚΩΣΙΑ, 12. (Ρώϊτερ). — Ὁ ἀρχηγὸς τῶν Τούρκων τῆς Κύπρου Φαζὶλ Κιουτσοὺκ καὶ ὁ Κύπρος γενικὸς πρόξενος τῆς Τουρκίας κ. Τζελὰλ ἐπέκριναν τὸ ἀγγλικὸν σχέδιον, τὸ ὁποῖον τίθεται εἰς ἐφαρμογὴν τὴν 1ην Ὀκτωβρίου. Ὁ κ. Κιουτσοὺκ ἐδήλωσεν ὅτι τὸ σχέδιον ὁδηγεῖ εἰς διχοτόμησιν τῆς νήσου καὶ ὅτι οἱ Τοῦρκοι τῆς Κύπρου δὲν θὰ δεχθοῦν τὴν ἐφαρμογὴν του. ΛΕΥΚΩΣΙΑ, 12. (Ρώϊτερ). — Ὁ ἀρχηγὸς τῶν Τούρκων τῆς Κύπρου Φαζὶλ Κιουτσοὺκ καὶ ὁ Κύπρος γενικὸς πρόξενος τῆς Τουρκίας κ. Τζελὰλ ἐπέκριναν τὸ ἀγγλικὸν σχέδιον, τὸ ὁποῖον τίθεται εἰς ἐφαρμογὴν τὴν 1ην Ὀκτωβρίου. Ὁ κ. Κιουτσοὺκ ἐδήλωσεν ὅτι τὸ σχέδιον ὁδηγεῖ εἰς διχοτόμησιν τῆς νήσου καὶ ὅτι οἱ Τοῦρκοι τῆς Κύπρου δὲν θὰ δεχθοῦν τὴν ἐφαρμογὴν του. ΛΕΥΚΩΣΙΑ, 12. (Ρώϊτερ). — Ὁ ἀρχηγὸς τῶν Τούρκων τῆς Κύπρου Φαζὶλ Κιουτσοὺκ καὶ ὁ Κύπρος γενικὸς πρόξενος τῆς Τουρκίας κ. Τζελὰλ ἐπέκριναν τὸ ἀγγλικὸν σχέδιον, τὸ ὁποῖον τίθεται εἰς ἐφαρμογὴν τὴν 1ην Ὀκτωβρίου. Ὁ κ. Κιουτσοὺκ ἐδήλωσεν ὅτι τὸ σχέδιον ὁδηγεῖ εἰς διχοτόμησιν τῆς νήσου καὶ ὅτι οἱ Τοῦρκοι τῆς Κύπρου δὲν θὰ δεχθοῦν τὴν ἐφαρμογὴν του. — [20, 236, 396, 395]
article-moscow-ban — [1192, 98, 1548, 295]
headline: ΣΥΝΤΟΜΟΙ ΕΣΩΤΕΡΙΚΑΙ ΕΙΔΗΣΕΙΣ — [1192, 1791, 1548, 1815]
headline-de-gaulle: Ο ΝΤΕ ΓΚΩΛ ΕΔΕΞΘΗ ΧΘΕΣ ΕΝ ΠΑΡΙΣΙΟΙΣ ΤΟΝ ΠΡΕΣΒΕΥΤΗΝ ΤΗΣ ΕΛΛΑΔΟΣ — [414, 564, 621, 610]
headline: ΑΝΑΣΤΕΛΛΕΤΑΙ Η ΚΙΝΗΣΙΣ ΕΝΟΠΟΙΗΣΕΩΣ ΤΟΥ ΚΕΝΤΡΟΥ — [676, 1570, 1147, 1591]
subheadline: ΚΑΤΑΓΓΕΛΛΕΙ ΤΟ ΒΕΛΙΓΡΑΔΙΟΝ — [1283, 171, 1457, 183]
article-aircraft — [1192, 510, 1548, 653]
subhead: ΜΕΙΩΣΙΣ ΠΑΡΑΚΡΑΤΗΜΑΤΩΝ ΕΙΣ ΕΠΙΔΟΜΑΤΑ — [666, 1842, 883, 1854]
article-body: Ἐπὶ τῇ ἐπετείῳ τῆς ἀπελευθερώσεως ἐτελέσθη δοξολογία. — Ἀνεχώρησε διὰ Παρισίους ὁ ὑφυπουργὸς κ. Θεοτόκης. — ΡΟΔΟΣ, 12. — Ἀφίχθη ὁ στρατηγὸς Χάρκινς. Ἐπὶ τῇ ἐπετείῳ τῆς ἀπελευθερώσεως ἐτελέσθη δοξολογία. — Ἀνεχώρησε διὰ Παρισίους ὁ ὑφυπουργὸς κ. Θεοτόκης. — ΡΟΔΟΣ, 12. — Ἀφίχθη ὁ στρατηγὸς Χάρκινς. Ἐπὶ τῇ ἐπετείῳ τῆς ἀπελευθερώσεως ἐτελέσθη δοξολογία. — Ἀνεχώρησε διὰ Παρισίους ὁ ὑφυπουργὸς κ. Θεοτόκης. — ΡΟΔΟΣ, 12. — Ἀφίχθη ὁ στρατηγὸς Χάρκινς. Ἐπὶ τῇ ἐπετείῳ τῆς ἀπελευθερώσεως ἐτελέσθη δοξολογία. — Ἀνεχώρησε διὰ Παρισίους ὁ ὑφυπουργὸς κ. Θεοτόκης. — ΡΟΔΟΣ, 12. — Ἀφίχθη ὁ στρατηγὸς Χάρκινς. Ο ΣΤΡΑΤΗΓΟΣ ΧΑΡΚΙΝΣ ΑΦΙΧΘΗ ΕΙΣ ΤΗΝ ΡΟΔΟΝ Ἐπὶ τῇ ἐπετείῳ τῆς ἀπελευθερώσεως ἐτελέσθη δοξολογία. — Ἀνεχώρησε διὰ Παρισίους ὁ ὑφυπουργὸς κ. Θεοτόκης. — ΡΟΔΟΣ, 12. — Ἀφίχθη ὁ στρατηγὸς Χάρκινς. Ἐπὶ τῇ ἐπετείῳ τῆς ἀπελευθερώσεως ἐτελέσθη δοξολογία. — Ἀνεχώρησε διὰ Παρισίους ὁ ὑφυπουργὸς κ. Θεοτόκης. — ΡΟΔΟΣ, 12. — Ἀφίχθη ὁ στρατηγὸς Χάρκινς. — [1192, 1818, 1548, 1999]
lead-subhead: ΑΜΕΤΑΠΕΙΣΤΟΣ Η ΑΝΤΙΠΟΛΙΤΕΥΣΙΣ — [708, 271, 876, 282]
headline: ΑΜΕΡΙΚΑΝΙΚΟΝ ΑΕΡΟΠΛΑΝΟΝ ΚΥΚΛΩΘΕΝ ΑΠΟ ΚΑΤΑΔΙΩΚΤΙΚΑ ΣΥΝΕΤΡΙΒΗ ΕΙΣ Ν.Δ. ΡΩΣΙΑΝ — [1202, 511, 1538, 564]
subhead: Ο ΣΤΡΑΤΟΣ ΑΝΙΣΤΑΤΑΙ ΣΗΜΕΡΟΝ ΕΙΣ ΤΑΣ ΑΘΗΝΑΣ — [928, 1758, 1168, 1769]
subhead-harkins: Ο ΣΤΡΑΤΗΓΟΣ ΧΑΡΚΙΝΣ ΑΦΙΧΘΗ ΕΙΣ ΤΗΝ ΡΟΔΟΝ — [1376, 1856, 1547, 1878]
masthead-phones: ΤΗΛΕΦΩΝΟΝ ΓΡΑΦΕΙΩΝ 30-361 — ΤΥΠΟΓΡΑΦΕΙΑ ΛΥΚΟΥΡΓΟΥ 8 Τηλ. 526-245 — [1137, 76, 1541, 88]
article-body: Χθὲς τὴν μεσημβρίαν ἐδημοσιεύθη ἀπόφασις τοῦ Ἐκλογοδικείου διὰ τῆς ὁποίας ἐδικαιώθη ὁ πρώην βουλευτὴς Ἀρκαδίας κ. Τουρκοβασίλης καὶ διατάσσεται ἡ διενέργεια ἐπαναληπτικῆς ἐκλογῆς εἰς τὸν νομὸν Ἀρκαδίας ἐντὸς προθεσμίας. Χθὲς τὴν μεσημβρίαν ἐδημοσιεύθη ἀπόφασις τοῦ Ἐκλογοδικείου διὰ τῆς ὁποίας ἐδικαιώθη ὁ πρώην βουλευτὴς Ἀρκαδίας κ. Τουρκοβασίλης καὶ διατάσσεται ἡ διενέργεια ἐπαναληπτικῆς ἐκλογῆς εἰς τὸν νομὸν Ἀρκαδίας ἐντὸς προθεσμίας. Χθὲς τὴν μεσημβρίαν ἐδημοσιεύθη ἀπόφασις τοῦ Ἐκλογοδικείου διὰ τῆς ὁποίας ἐδικαιώθη ὁ πρώην βουλευτὴς Ἀρκαδίας κ. Τουρκοβασίλης καὶ διατάσσεται ἡ διενέργεια ἐπαναληπτικῆς ἐκλογῆς εἰς τὸν νομὸν Ἀρκαδίας ἐντὸς προθεσμίας. Χθὲς τὴν μεσημβρίαν ἐδημοσιεύθη ἀπόφασις τοῦ Ἐκλογοδικείου διὰ τῆς ὁποίας ἐδικαιώθη ὁ πρώην βουλευτὴς Ἀρκαδίας κ. Τουρκοβασίλης καὶ διατάσσεται ἡ διενέργεια ἐπαναληπτικῆς ἐκλογῆς εἰς τὸν νομὸν Ἀρκαδίας ἐντὸς προθεσμίας. Χθὲς τὴν μεσημβρίαν ἐδημοσιεύθη ἀπόφασις τοῦ Ἐκλογοδικείου διὰ τῆς ὁποίας ἐδικαιώθη ὁ πρώην βουλευτὴς Ἀρκαδίας κ. Τουρκοβασίλης καὶ διατάσσεται ἡ διενέργεια ἐπαναληπτικῆς ἐκλογῆς εἰς τὸν νομὸν Ἀρκαδίας ἐντὸς προθεσμίας. — [20, 1033, 396, 1224]
article-body: Ἐκ τῶν δημοσιευθέντων στοιχείων προκύπτει ὅτι ἡ δραχμὴ ἐσημείωσε τὴν μεγαλυτέραν σταθερότητα μεταξὺ τῶν εὐρωπαϊκῶν νομισμάτων. Οἱ δεῖκται τιμῶν καταναλωτοῦ παρέμειναν σχεδὸν ἀμετάβλητοι κατὰ τὴν τελευταίαν τριετίαν. Ἐκ τῶν δημοσιευθέντων στοιχείων προκύπτει ὅτι ἡ δραχμὴ ἐσημείωσε τὴν μεγαλυτέραν σταθερότητα μεταξὺ τῶν εὐρωπαϊκῶν νομισμάτων. Οἱ δεῖκται τιμῶν καταναλωτοῦ παρέμειναν σχεδὸν ἀμετάβλητοι κατὰ τὴν τελευταίαν τριετίαν. Ἐκ τῶν δημοσιευθέντων στοιχείων προκύπτει ὅτι ἡ δραχμὴ ἐσημείωσε τὴν μεγαλυτέραν σταθερότητα μεταξὺ τῶν εὐρωπαϊκῶν νομισμάτων. Οἱ δεῖκται τιμῶν καταναλωτοῦ παρέμειναν σχεδὸν ἀμετάβλητοι κατὰ τὴν τελευταίαν τριετίαν. Ἐκ τῶν δημοσιευθέντων στοιχείων προκύπτει ὅτι ἡ δραχμὴ ἐσημείωσε τὴν μεγαλυτέραν σταθερότητα μεταξὺ τῶν εὐρωπαϊκῶν νομισμάτων. Οἱ δεῖκται τιμῶν καταναλωτοῦ παρέμειναν σχεδὸν ἀμετάβλητοι κατὰ τὴν τελευταίαν τριετίαν. Ἐκ τῶν δημοσιευθέντων στοιχείων προκύπτει ὅτι ἡ δραχμὴ ἐσημείωσε τὴν μεγαλυτέραν σταθερότητα μεταξὺ τῶν εὐρωπαϊκῶν νομισμάτων. Οἱ δεῖκται τιμῶν καταναλωτοῦ παρέμειναν σχεδὸν ἀμετάβλητοι κατὰ τὴν τελευταίαν τριετίαν. — [643, 628, 924, 871]
article-body: ΒΕΛΙΓΡΑΔΙΟΝ, 12. (Ρώϊτερ). — Ἡ ἐφημερὶς «Μπόρμπα» ἀνακοινώνει ὅτι αἱ σοβιετικαὶ ἀρχαὶ ἀπηγόρευσαν τὴν κυκλοφορίαν τῶν γιουγκοσλαβικῶν ἐφημερίδων εἰς τὴν Σοβιετικὴν Ἕνωσιν. ΒΕΛΙΓΡΑΔΙΟΝ, 12. (Ρώϊτερ). — Ἡ ἐφημερὶς «Μπόρμπα» ἀνακοινώνει ὅτι αἱ σοβιετικαὶ ἀρχαὶ ἀπηγόρευσαν τὴν κυκλοφορίαν τῶν γιουγκοσλαβικῶν ἐφημερίδων εἰς τὴν Σοβιετικὴν Ἕνωσιν. ΒΕΛΙΓΡΑΔΙΟΝ, 12. (Ρώϊτερ). — Ἡ ἐφημερὶς «Μπόρμπα» ἀνακοινώνει ὅτι αἱ σοβιετικαὶ ἀρχαὶ ἀπηγόρευσαν τὴν κυκλοφορίαν τῶν γιουγκοσλαβικῶν ἐφημερίδων εἰς τὴν Σοβιετικὴν Ἕνωσιν. — [1192, 185, 1548, 270]
article-iraq — [931, 564, 1180, 956]
lead-banner-headline: ΟΙ ΕΡΓΑΤΙΚΟΙ ΚΑΤΗΓΟΡΟΥΝ ΤΗΝ ΒΡΕΤΑΝΝΙΚΗΝ ΚΥΒΕΡΝΗΣΙΝ ΟΤΙ ΑΝΕΛΑΒΕ ΣΤΡΑΤΙΩΤΙΚΑΣ ΥΠΟΧΡΕΩΣΕΙΣ ΕΝΑΝΤΙ ΤΩΝ ΗΝΩΜ. ΠΟΛΙΤΕΙΩΝ — [405, 101, 1179, 181]
article-body: ΛΕΥΚΩΣΙΑ, 12. (Ρώϊτερ). — Ἐπιστρέψας ἀνεκοινώθη ὅτι ἡ στρατιωτικὴ δύναμις προέβη εἰς συλλήψεις καὶ ἐρεύνας εἰς διάφορα χωρία. Ἕνας νέος κατεδικάσθη εἰς φυλάκισιν διὰ κατοχὴν ἐκρηκτικῶν. Αἱ ἀρχαὶ ἐπέβαλον κατ' οἶκον περιορισμὸν εἰς δύο χωρία τῆς Πάφου. ΛΕΥΚΩΣΙΑ, 12. (Ρώϊτερ). — Ἐπιστρέψας ἀνεκοινώθη ὅτι ἡ στρατιωτικὴ δύναμις προέβη εἰς συλλήψεις καὶ ἐρεύνας εἰς διάφορα χωρία. Ἕνας νέος κατεδικάσθη εἰς φυλάκισιν διὰ κατοχὴν ἐκρηκτικῶν. Αἱ ἀρχαὶ ἐπέβαλον κατ' οἶκον περιορισμὸν εἰς δύο χωρία τῆς Πάφου. ΛΕΥΚΩΣΙΑ, 12. (Ρώϊτερ). — Ἐπιστρέψας ἀνεκοινώθη ὅτι ἡ στρατιωτικὴ δύναμις προέβη εἰς συλλήψεις καὶ ἐρεύνας εἰς διάφορα χωρία. Ἕνας νέος κατεδικάσθη εἰς φυλάκισιν διὰ κατοχὴν ἐκρηκτικῶν. Αἱ ἀρχαὶ ἐπέβαλον κατ' οἶκον περιορισμὸν εἰς δύο χωρία τῆς Πάφου. — [20, 817, 396, 934]
headline-ika-doctors: ΜΟΝΟΝ ΜΕΧΡΙ 10 Π.Μ. ΑΥΡΙΟΝ ΘΑ ΚΛΑΔΟΥΝΤΑΙ ΟΙ ΙΑΤΡΟΙ ΤΟΥ Ι.Κ.Α. — [404, 1026, 631, 1058]
center-column-1 — [404, 564, 631, 2308]
article-ambassadors — [1192, 925, 1548, 1065]
headline: ΑΝΘΡΩΠΙΝΑ ΜΕΛΗ ΠΡΟΕΡΧΟΜΕΝΑ ΑΠΟ ΧΕΙΡΟΥΡΓΙΚΗΝ ΚΛΙΝΙΚΗΝ ΕΥΡΕΘΗΣΑΝ ΠΑΡΑ ΤΗΝ ΡΑΦΗΝΑΝ — [645, 970, 922, 1024]
continued-label: ΣΥΝΕΧΕΙΑ ΕΚ ΤΗΣ 1ης ΣΕΛΙΔΟΣ — [824, 1593, 999, 1606]
masthead — [20, 14, 1548, 91]
headline: ΠΩΣ ΑΠΕΚΤΗΣΑΜΕΝ ΤΑ ΠΡΩΤΕΙΑ ΝΟΜΙΣΜΑΤΙΚΗΣ ΣΤΑΘΕΡΟΤΗΤΟΣ — [645, 564, 921, 602]
article-body: ΠΑΡΙΣΙΟΙ, 12. (Ἀθηναϊκὸν Πρακτορεῖον). — Ὁ στρατηγὸς Ντὲ Γκὼλ ἐδέχθη χθὲς τὸν πρεσβευτὴν τῆς Ἑλλάδος καὶ συνωμίλησε μετ' αὐτοῦ ἐπὶ τρίμηνον. Κατὰ τὴν συνάντησιν ἐξητάσθησαν θέματα ἀφορῶντα τὰς σχέσεις τῶν δύο χωρῶν. ΠΑΡΙΣΙΟΙ, 12. (Ἀθηναϊκὸν Πρακτορεῖον). — Ὁ στρατηγὸς Ντὲ Γκὼλ ἐδέχθη χθὲς τὸν πρεσβευτὴν τῆς Ἑλλάδος καὶ συνωμίλησε μετ' αὐτοῦ ἐπὶ τρίμηνον. Κατὰ τὴν συνάντησιν ἐξητάσθησαν θέματα ἀφορῶντα τὰς σχέσεις τῶν δύο χωρῶν. ΠΑΡΙΣΙΟΙ, 12. (Ἀθηναϊκὸν Πρακτορεῖον). — Ὁ στρατηγὸς Ντὲ Γκὼλ ἐδέχθη χθὲς τὸν πρεσβευτὴν τῆς Ἑλλάδος καὶ συνωμίλησε μετ' αὐτοῦ ἐπὶ τρίμηνον. Κατὰ τὴν συνάντησιν ἐξητάσθησαν θέματα ἀφορῶντα τὰς σχέσεις τῶν δύο χωρῶν. — [404, 1441, 631, 1600]
headline: ΕΜΕΙΩΘΗ ΤΟ ΣΥΝΑΛΛΑΓΜΑΤΙΚΟΝ ΑΠΟΘΕΜΑ ΛΟΓΩ ΠΡΟΚΑΤΑΒΟΛΩΝ — [1227, 1080, 1513, 1118]
headline: ΕΣΗΜΕΙΩΣΕ ΠΛΗΡΗ ΕΠΙΤΥΧΙΑΝ Η ΕΠΙΣΤΡΑΤΕΥΣΙΣ ΤΩΝ ΕΦΕΔΡΩΝ — [70, 1288, 346, 1327]
headline-provinces: ΕΙΔΗΣΕΙΣ ΑΠΟ ΤΑΣ ΕΠΑΡΧΙΑΣ — [643, 1156, 923, 1180]
left-column — [20, 98, 396, 2245]
article-body: ΓΕΝΟΒΑ, 12. (Γαλ. Πρ.). — Ἕνας Ἑλληνοϊταλὸς ἐφόνευσε χθὲς τὴν σύζυγόν του, Ἑλληνίδα τὴν καταγωγήν, ἐντὸς τῆς οἰκίας των. Ὁ δράστης συνελήφθη ὑπὸ τῆς ἀστυνομίας. ΓΕΝΟΒΑ, 12. (Γαλ. Πρ.). — Ἕνας Ἑλληνοϊταλὸς ἐφόνευσε χθὲς τὴν σύζυγόν του, Ἑλληνίδα τὴν καταγωγήν, ἐντὸς τῆς οἰκίας των. Ὁ δράστης συνελήφθη ὑπὸ τῆς ἀστυνομίας. ΓΕΝΟΒΑ, 12. (Γαλ. Πρ.). — Ἕνας Ἑλληνοϊταλὸς ἐφόνευσε χθὲς τὴν σύζυγόν του, Ἑλληνίδα τὴν καταγωγήν, ἐντὸς τῆς οἰκίας των. Ὁ δράστης συνελήφθη ὑπὸ τῆς ἀστυνομίας. ΓΕΝΟΒΑ, 12. (Γαλ. Πρ.). — Ἕνας Ἑλληνοϊταλὸς ἐφόνευσε χθὲς τὴν σύζυγόν του, Ἑλληνίδα τὴν καταγωγήν, ἐντὸς τῆς οἰκίας των. Ὁ δράστης συνελήφθη ὑπὸ τῆς ἀστυνομίας. ΓΕΝΟΒΑ, 12. (Γαλ. Πρ.). — Ἕνας Ἑλληνοϊταλὸς ἐφόνευσε χθὲς τὴν σύζυγόν του, Ἑλληνίδα τὴν καταγωγήν, ἐντὸς τῆς οἰκίας των. Ὁ δράστης συνελήφθη ὑπὸ τῆς ἀστυνομίας. ΓΕΝΟΒΑ, 12. (Γαλ. Πρ.). — Ἕνας Ἑλληνοϊταλὸς ἐφόνευσε χθὲς τὴν σύζυγόν του, Ἑλληνίδα τὴν καταγωγήν, ἐντὸς τῆς οἰκίας των. Ὁ δράστης συνελήφθη ὑπὸ τῆς ἀστυνομίας. — [1192, 1548, 1548, 1707]
lead-story — [404, 98, 1180, 220]
subheadline: ΑΠΗΛΛΑΓΗ Ο ΥΠΑΡΧΗΓΟΣ ΤΩΝ ΕΝΟΠΛΩΝ ΔΥΝΑΜΕΩΝ — [966, 758, 1152, 785]
subheadline: ΑΝΤΙΔΡΟΥΝ ΟΙ ΤΟΥΡΚΟΙ ΤΗΣ ΚΥΠΡΟΥ — [103, 222, 313, 234]
article-arcadia-election — [20, 961, 396, 1273]
article-monetary — [643, 564, 923, 956]
subhead-oath: ΟΡΚΩΜΟΣΙΑ ΝΕΩΝ ΑΝΘΥΠΟΣΠΑΣΤΩΝ — [425, 1951, 610, 1962]
article-rafina — [643, 970, 923, 1558]
article-rainstorm — [20, 1500, 396, 1986]
article-body: ΠΑΡΙΣΙΟΙ, 12. (Ἀθηναϊκὸν Πρακτορεῖον). — Ὁ στρατηγὸς Ντὲ Γκὼλ ἐδέχθη χθὲς τὸν πρεσβευτὴν τῆς Ἑλλάδος καὶ συνωμίλησε μετ' αὐτοῦ ἐπὶ τρίμηνον. Κατὰ τὴν συνάντησιν ἐξητάσθησαν θέματα ἀφορῶντα τὰς σχέσεις τῶν δύο χωρῶν. ΠΑΡΙΣΙΟΙ, 12. (Ἀθηναϊκὸν Πρακτορεῖον). — Ὁ στρατηγὸς Ντὲ Γκὼλ ἐδέχθη χθὲς τὸν πρεσβευτὴν τῆς Ἑλλάδος καὶ συνωμίλησε μετ' αὐτοῦ ἐπὶ τρίμηνον. Κατὰ τὴν συνάντησιν ἐξητάσθησαν θέματα ἀφορῶντα τὰς σχέσεις τῶν δύο χωρῶν. — [404, 613, 631, 718]
article-turks-refuse — [20, 413, 396, 727]
headline: ΤΟ ΙΡΑΚ ΘΑ ΕΓΚΑΤΑΛΕΙΨΗ ΤΗΝ ΠΕΡΙΟΧΗΝ ΤΗΣ ΣΤΕΡΛΙΝΑΣ ΠΡΟΣΕΧΩΣ — [958, 564, 1159, 607]
article-arrests-cyprus — [20, 742, 396, 945]
article-body: ΘΕΣΣΑΛΟΝΙΚΗ, 12. (Τοῦ ἀνταποκριτοῦ μας). — Ἡ ἐπιστράτευσις τῶν ἐφέδρων ἐσημείωσε πλήρη ἐπιτυχίαν. Οἱ ἔφεδροι παρουσιάσθησαν ἐγκαίρως εἰς τὰς μονάδας των καὶ ἔλαβον μέρος εἰς τὰς ἀσκήσεις. ΘΕΣΣΑΛΟΝΙΚΗ, 12. (Τοῦ ἀνταποκριτοῦ μας). — Ἡ ἐπιστράτευσις τῶν ἐφέδρων ἐσημείωσε πλήρη ἐπιτυχίαν. Οἱ ἔφεδροι παρουσιάσθησαν ἐγκαίρως εἰς τὰς μονάδας των καὶ ἔλαβον μέρος εἰς τὰς ἀσκήσεις. ΘΕΣΣΑΛΟΝΙΚΗ, 12. (Τοῦ ἀνταποκριτοῦ μας). — Ἡ ἐπιστράτευσις τῶν ἐφέδρων ἐσημείωσε πλήρη ἐπιτυχίαν. Οἱ ἔφεδροι παρουσιάσθησαν ἐγκαίρως εἰς τὰς μονάδας των καὶ ἔλαβον μέρος εἰς τὰς ἀσκήσεις. — [20, 1329, 396, 1414]
subheadline: ΕΛΛΗΝΙΚΟΙ ΚΑΙ ΞΕΝΟΙ ΔΕΙΚΤΑΙ — [643, 605, 923, 624]
subhead-succession: ΤΟ ΘΕΜΑ ΤΗΣ ΔΙΑΔΟΧΗΣ ΤΗΣ ΗΓΕΣΙΑΣ ΤΟΥ Γ.Ε.Ν. — [413, 755, 622, 777]
article-centre-unification — [643, 1572, 1180, 2255]
headline: ΗΥΞΗΘΗ ΑΠΟ 32,4 ΕΙΣ 111ο)οο Η ΘΝΗΣΙΜΟΤΗΣ ΑΠΟ ΚΑΡΚΙΝΟΝ ΤΗΝ ΤΕΛΕΥΤΑΙΑΝ ΔΕΚΑΕΤΙΑΝ — [1233, 668, 1507, 721]
subheadline: ΕΔΙΚΑΙΩΘΗ Ο κ. ΤΟΥΡΚΟΒΑΣΙΛΗΣ — [20, 1007, 396, 1030]
article-dulles — [1192, 310, 1548, 495]
article-genoa — [1192, 1507, 1548, 1774]
subhead-exhibition: ΤΟΥ ΕΠΙΒΟΛΗΣ ΑΞΙ ΕΡΓΑΣΙΑΙ ΤΗΣ ΔΙΕΘΝΟΥΣ ΕΚΘΕΣΕΩΣ — [411, 1213, 624, 1235]
article-body: Ἡ κίνησις διὰ τὴν ἑνοποίησιν τοῦ Κέντρου ἀνεστάλη προσωρινῶς ἕνεκα τῶν διαφωνιῶν ποὺ ἀνεφάνησαν μεταξὺ τῶν ἡγετῶν τῶν κομμάτων. Ὁ κ. Παπανδρέου ἐδήλωσεν ὅτι αἱ συνομιλίαι θὰ συνεχισθοῦν μετὰ τὰς ἐκλογάς. Ἡ κίνησις διὰ τὴν ἑνοποίησιν τοῦ Κέντρου ἀνεστάλη προσωρινῶς ἕνεκα τῶν διαφωνιῶν ποὺ ἀνεφάνησαν μεταξὺ τῶν ἡγετῶν τῶν κομμάτων. Ὁ κ. Παπανδρέου ἐδήλωσεν ὅτι αἱ συνομιλίαι θὰ συνεχισθοῦν μετὰ τὰς ἐκλογάς. — [404, 1663, 631, 1769]
lead-italic-subhead: ΓΕΝΙΚΗ ΙΚΑΝΟΠΟΙΗΣΙΣ ΕΚ ΤΟΥ ΛΟΓΟΥ ΤΟΥ ΑΪΖΕΝΧΑΟΥΕΡ — [539, 223, 1045, 241]
lead-subhead: Ο κ. ΜΑΚ ΜΙΛΛΑΝ ΔΙΑΒΕΒΑΙΟΙ — [457, 419, 603, 430]
subhead-north-greece: ΕΠΙ ΤΩΝ ΠΡΟΒΛΗΜΑΤΩΝ ΤΗΣ ΒΟΡΕΙΟΥ ΕΛΛΑΔΟΣ — [422, 1417, 612, 1440]
article-body: ΚΑΪΡΟΝ, 12. (Γαλ. Πρ.). — Ἐγκυροι κύκλοι ἐδήλωσαν ὅτι τὸ Ἰρὰκ θὰ ἀποχωρήσῃ προσεχῶς ἐκ τῆς περιοχῆς τῆς στερλίνας. Ὁ ὑπαρχηγὸς τῶν ἐνόπλων δυνάμεων ἀπηλλάγη τῶν καθηκόντων του. ΚΑΪΡΟΝ, 12. (Γαλ. Πρ.). — Ἐγκυροι κύκλοι ἐδήλωσαν ὅτι τὸ Ἰρὰκ θὰ ἀποχωρήσῃ προσεχῶς ἐκ τῆς περιοχῆς τῆς στερλίνας. Ὁ ὑπαρχηγὸς τῶν ἐνόπλων δυνάμεων ἀπηλλάγη τῶν καθηκόντων του. ΚΑΪΡΟΝ, 12. (Γαλ. Πρ.). — Ἐγκυροι κύκλοι ἐδήλωσαν ὅτι τὸ Ἰρὰκ θὰ ἀποχωρήσῃ προσεχῶς ἐκ τῆς περιοχῆς τῆς στερλίνας. Ὁ ὑπαρχηγὸς τῶν ἐνόπλων δυνάμεων ἀπηλλάγη τῶν καθηκόντων του. ΚΑΪΡΟΝ, 12. (Γαλ. Πρ.). — Ἐγκυροι κύκλοι ἐδήλωσαν ὅτι τὸ Ἰρὰκ θὰ ἀποχωρήσῃ προσεχῶς ἐκ τῆς περιοχῆς τῆς στερλίνας. Ὁ ὑπαρχηγὸς τῶν ἐνόπλων δυνάμεων ἀπηλλάγη τῶν καθηκόντων του. ΚΑΪΡΟΝ, 12. (Γαλ. Πρ.). — Ἐγκυροι κύκλοι ἐδήλωσαν ὅτι τὸ Ἰρὰκ θὰ ἀποχωρήσῃ προσεχῶς ἐκ τῆς περιοχῆς τῆς στερλίνας. Ὁ ὑπαρχηγὸς τῶν ἐνόπλων δυνάμεων ἀπηλλάγη τῶν καθηκόντων του. ΚΑΪΡΟΝ, 12. (Γαλ. Πρ.). — Ἐγκυροι κύκλοι ἐδήλωσαν ὅτι τὸ Ἰρὰκ θὰ ἀποχωρήσῃ προσεχῶς ἐκ τῆς περιοχῆς τῆς στερλίνας. Ὁ ὑπαρχηγὸς τῶν ἐνόπλων δυνάμεων ἀπηλλάγη τῶν καθηκόντων του. ΚΑΪΡΟΝ, 12. (Γαλ. Πρ.). — Ἐγκυροι κύκλοι ἐδήλωσαν ὅτι τὸ Ἰρὰκ θὰ ἀποχωρήσῃ προσεχῶς ἐκ τῆς περιοχῆς τῆς στερλίνας. Ὁ ὑπαρχηγὸς τῶν ἐνόπλων δυνάμεων ἀπηλλάγη τῶν καθηκόντων του. ΚΑΪΡΟΝ, 12. (Γαλ. Πρ.). — Ἐγκυροι κύκλοι ἐδήλωσαν ὅτι τὸ Ἰρὰκ θὰ ἀποχωρήσῃ προσεχῶς ἐκ τῆς περιοχῆς τῆς στερλίνας. Ὁ ὑπαρχηγὸς τῶν ἐνόπλων δυνάμεων ἀπηλλάγη τῶν καθηκόντων του. — [938, 969, 1180, 1308]
headline: ΘΕΩΡΕΙΤΑΙ ΟΤΙ ΤΟ ΤΑΞΙΔΙΟΝ ΧΑΜΜΕΡΣΚΕΛΝΤ ΑΠΕΤΥΧΕΝ — [1251, 1304, 1489, 1342]
